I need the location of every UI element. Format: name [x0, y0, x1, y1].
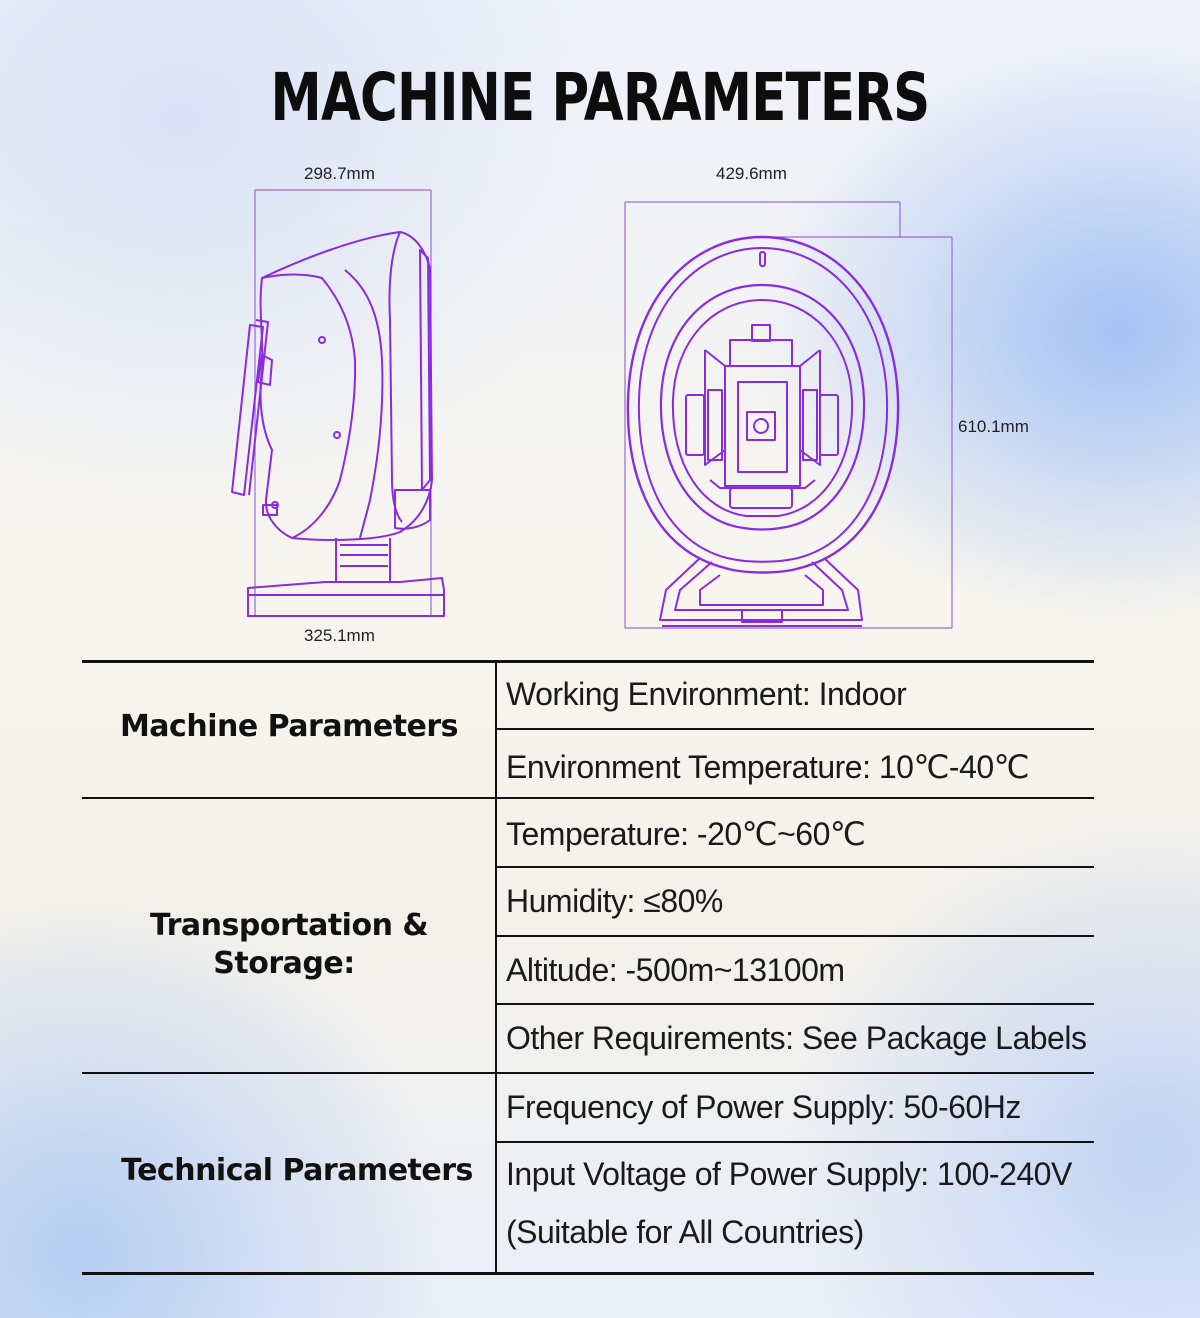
- row-divider: [496, 1003, 1094, 1005]
- side-bottom-dimension: 325.1mm: [304, 626, 375, 645]
- row-altitude: Altitude: -500m~13100m: [506, 952, 845, 988]
- page-title: MACHINE PARAMETERS: [270, 59, 930, 136]
- group-label-technical-parameters: Technical Parameters: [121, 1153, 473, 1188]
- group-label-transportation-storage: [82, 907, 496, 983]
- row-divider: [496, 1141, 1094, 1143]
- group-divider: [82, 797, 1094, 799]
- dimension-diagram: [0, 150, 1200, 660]
- front-height-dimension: 610.1mm: [958, 417, 1029, 436]
- table-bottom-border: [82, 1272, 1094, 1275]
- side-top-dimension: 298.7mm: [304, 164, 375, 183]
- row-divider: [496, 728, 1094, 730]
- row-humidity: Humidity: ≤80%: [506, 883, 723, 919]
- row-voltage-note: (Suitable for All Countries): [506, 1214, 864, 1250]
- group-divider: [82, 1072, 1094, 1074]
- group-label-machine-parameters: Machine Parameters: [119, 709, 459, 744]
- row-environment-temperature: Environment Temperature: 10℃-40℃: [506, 749, 1030, 785]
- table-top-border: [82, 660, 1094, 663]
- row-other-requirements: Other Requirements: See Package Labels: [506, 1020, 1087, 1056]
- front-width-dimension: 429.6mm: [716, 164, 787, 183]
- row-input-voltage: Input Voltage of Power Supply: 100-240V: [506, 1156, 1072, 1192]
- row-power-frequency: Frequency of Power Supply: 50-60Hz: [506, 1089, 1021, 1125]
- group-label-line: Transportation &: [149, 908, 429, 943]
- row-divider: [496, 866, 1094, 868]
- side-view-drawing: [0, 150, 1200, 660]
- row-storage-temperature: Temperature: -20℃~60℃: [506, 816, 866, 852]
- row-divider: [496, 935, 1094, 937]
- group-label-line: Storage:: [213, 946, 355, 981]
- row-working-environment: Working Environment: Indoor: [506, 676, 907, 712]
